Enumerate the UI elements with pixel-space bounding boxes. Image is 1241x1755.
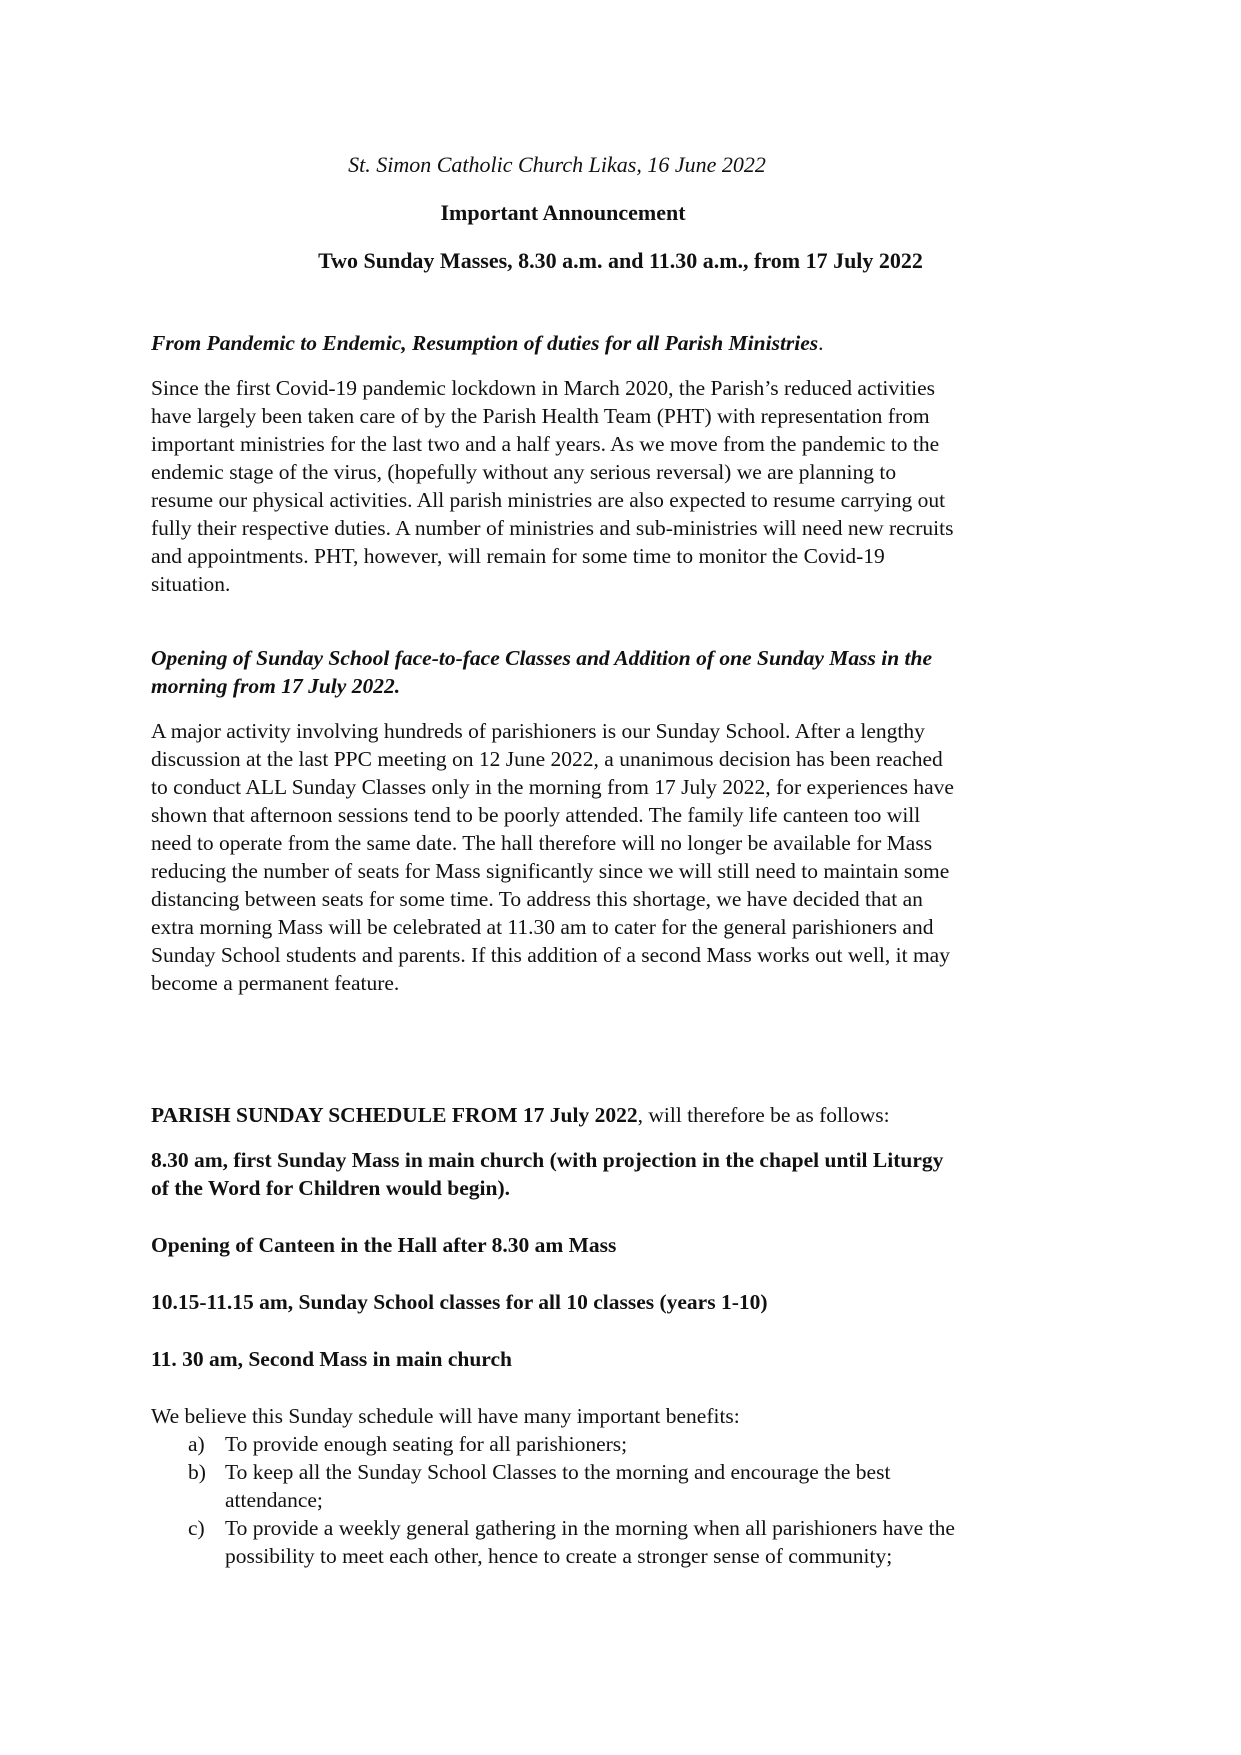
section1-heading — [151, 329, 1111, 357]
schedule-item — [151, 1146, 1111, 1202]
schedule-item — [151, 1288, 1111, 1316]
heading-line: morning from 17 July 2022. — [151, 674, 401, 698]
schedule-intro — [151, 1101, 1111, 1129]
paragraph-line: to conduct ALL Sunday Classes only in the morning from 17 July 2022, for experiences have — [151, 775, 954, 799]
list-item-line: possibility to meet each other, hence to create a stronger sense of community; — [225, 1544, 893, 1568]
list-item-line: attendance; — [225, 1488, 323, 1512]
schedule-item-line: of the Word for Children would begin). — [151, 1176, 510, 1200]
list-marker: c) — [188, 1516, 205, 1540]
benefits-intro — [151, 1402, 1111, 1430]
benefits-list — [151, 1430, 1111, 1570]
list-marker: a) — [188, 1432, 205, 1456]
paragraph-line: reducing the number of seats for Mass significantly since we will still need to maintain some — [151, 859, 950, 883]
list-item-line: To provide a weekly general gathering in the morning when all parishioners have the — [225, 1516, 955, 1540]
announcement-subtitle: Two Sunday Masses, 8.30 a.m. and 11.30 a.m., from 17 July 2022 — [318, 248, 923, 273]
paragraph-line: endemic stage of the virus, (hopefully without any serious reversal) we are planning to — [151, 460, 897, 484]
paragraph-line: situation. — [151, 572, 231, 596]
section1-paragraph — [151, 374, 1111, 598]
paragraph-line: Since the first Covid-19 pandemic lockdown in March 2020, the Parish’s reduced activities — [151, 376, 935, 400]
list-item-line: To keep all the Sunday School Classes to the morning and encourage the best — [225, 1460, 891, 1484]
paragraph-line: important ministries for the last two and a half years. As we move from the pandemic to the — [151, 432, 940, 456]
list-item — [151, 1514, 1111, 1570]
paragraph-line: shown that afternoon sessions tend to be poorly attended. The family life canteen too will — [151, 803, 921, 827]
paragraph-line: and appointments. PHT, however, will remain for some time to monitor the Covid-19 — [151, 544, 885, 568]
schedule-item — [151, 1231, 1111, 1259]
schedule-intro-rest: , will therefore be as follows: — [637, 1103, 890, 1127]
section2-heading — [151, 644, 1111, 700]
list-marker: b) — [188, 1460, 206, 1484]
schedule-item-line: 10.15-11.15 am, Sunday School classes for all 10 classes (years 1-10) — [151, 1290, 768, 1314]
list-item-line: To provide enough seating for all parishioners; — [225, 1432, 628, 1456]
paragraph-line: discussion at the last PPC meeting on 12 June 2022, a unanimous decision has been reached — [151, 747, 943, 771]
section1-heading-text: From Pandemic to Endemic, Resumption of duties for all Parish Ministries — [151, 331, 819, 355]
announcement-title: Important Announcement — [440, 200, 686, 225]
list-item — [151, 1458, 1111, 1514]
paragraph-line: become a permanent feature. — [151, 971, 400, 995]
paragraph-line: resume our physical activities. All parish ministries are also expected to resume carrying out — [151, 488, 946, 512]
paragraph-line: distancing between seats for some time. To address this shortage, we have decided that an — [151, 887, 923, 911]
section2-paragraph — [151, 717, 1111, 997]
paragraph-line: A major activity involving hundreds of parishioners is our Sunday School. After a lengthy — [151, 719, 925, 743]
schedule-intro-bold: PARISH SUNDAY SCHEDULE FROM 17 July 2022 — [151, 1103, 638, 1127]
heading-line: Opening of Sunday School face-to-face Classes and Addition of one Sunday Mass in the — [151, 646, 933, 670]
paragraph-line: fully their respective duties. A number of ministries and sub-ministries will need new recruits — [151, 516, 954, 540]
dateline: St. Simon Catholic Church Likas, 16 June 2022 — [348, 152, 766, 177]
paragraph-line: need to operate from the same date. The hall therefore will no longer be available for Mass — [151, 831, 933, 855]
section1-heading-period: . — [818, 331, 824, 355]
list-item — [151, 1430, 1111, 1458]
schedule-item-line: 11. 30 am, Second Mass in main church — [151, 1347, 512, 1371]
benefits-intro-text: We believe this Sunday schedule will have many important benefits: — [151, 1404, 740, 1428]
schedule-item-line: Opening of Canteen in the Hall after 8.30 am Mass — [151, 1233, 617, 1257]
paragraph-line: extra morning Mass will be celebrated at 11.30 am to cater for the general parishioners and — [151, 915, 934, 939]
paragraph-line: have largely been taken care of by the Parish Health Team (PHT) with representation from — [151, 404, 930, 428]
paragraph-line: Sunday School students and parents. If this addition of a second Mass works out well, it may — [151, 943, 950, 967]
schedule-item-line: 8.30 am, first Sunday Mass in main church (with projection in the chapel until Liturgy — [151, 1148, 944, 1172]
schedule-item — [151, 1345, 1111, 1373]
